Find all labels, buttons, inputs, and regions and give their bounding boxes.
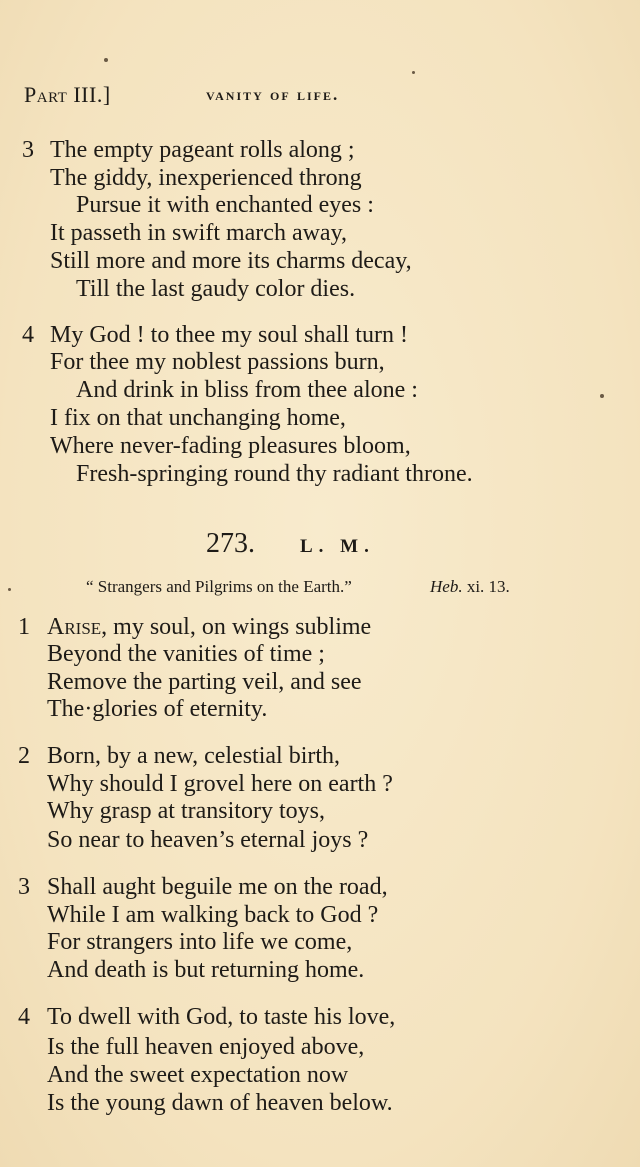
stanza-number: 4 [22, 322, 34, 348]
paper-speck [104, 58, 108, 62]
verse-line: My God ! to thee my soul shall turn ! [50, 322, 408, 348]
hymn-meter: L. M. [300, 536, 375, 557]
verse-line: So near to heaven’s eternal joys ? [47, 827, 369, 853]
verse-line: And death is but returning home. [47, 957, 365, 983]
verse-line: And the sweet expectation now [47, 1062, 349, 1088]
epigraph-text: “ Strangers and Pilgrims on the Earth.” [86, 577, 352, 596]
paper-speck [8, 588, 11, 591]
stanza-number: 2 [18, 743, 30, 769]
verse-line: For strangers into life we come, [47, 929, 353, 955]
scripture-reference: Heb. xi. 13. [430, 577, 510, 596]
verse-line: While I am walking back to God ? [47, 902, 379, 928]
verse-line: Shall aught beguile me on the road, [47, 874, 388, 900]
paper-speck [412, 71, 415, 74]
running-title: vanity of life. [206, 85, 340, 104]
verse-line: For thee my noblest passions burn, [50, 349, 385, 375]
verse-line: Remove the parting veil, and see [47, 669, 362, 695]
verse-line: Where never-fading pleasures bloom, [50, 433, 411, 459]
verse-line: Born, by a new, celestial birth, [47, 743, 341, 769]
verse-line: Pursue it with enchanted eyes : [76, 192, 374, 218]
verse-line: To dwell with God, to taste his love, [47, 1004, 396, 1030]
verse-line: Beyond the vanities of time ; [47, 641, 325, 667]
epigraph [86, 577, 510, 597]
verse-line: It passeth in swift march away, [50, 220, 348, 246]
verse-line: The giddy, inexperienced throng [50, 165, 362, 191]
part-label: Part III.] [24, 82, 111, 107]
verse-line: I fix on that unchanging home, [50, 405, 346, 431]
running-head [24, 82, 604, 112]
verse-line: Is the young dawn of heaven below. [47, 1090, 393, 1116]
verse-line: Is the full heaven enjoyed above, [47, 1034, 365, 1060]
verse-line: The empty pageant rolls along ; [50, 137, 355, 163]
verse-line: Why should I grovel here on earth ? [47, 771, 393, 797]
hymn-number: 273. [206, 528, 255, 559]
verse-line: And drink in bliss from thee alone : [76, 377, 418, 403]
stanza-number: 4 [18, 1004, 30, 1030]
stanza-number: 3 [22, 137, 34, 163]
verse-line: Why grasp at transitory toys, [47, 798, 325, 824]
stanza-number: 3 [18, 874, 30, 900]
verse-line: Still more and more its charms decay, [50, 248, 412, 274]
verse-line: Arise, my soul, on wings sublime [47, 614, 372, 640]
stanza-number: 1 [18, 614, 30, 640]
verse-line: Fresh-springing round thy radiant throne. [76, 461, 473, 487]
paper-speck [600, 394, 604, 398]
verse-line: The·glories of eternity. [47, 696, 268, 722]
verse-line: Till the last gaudy color dies. [76, 276, 356, 302]
